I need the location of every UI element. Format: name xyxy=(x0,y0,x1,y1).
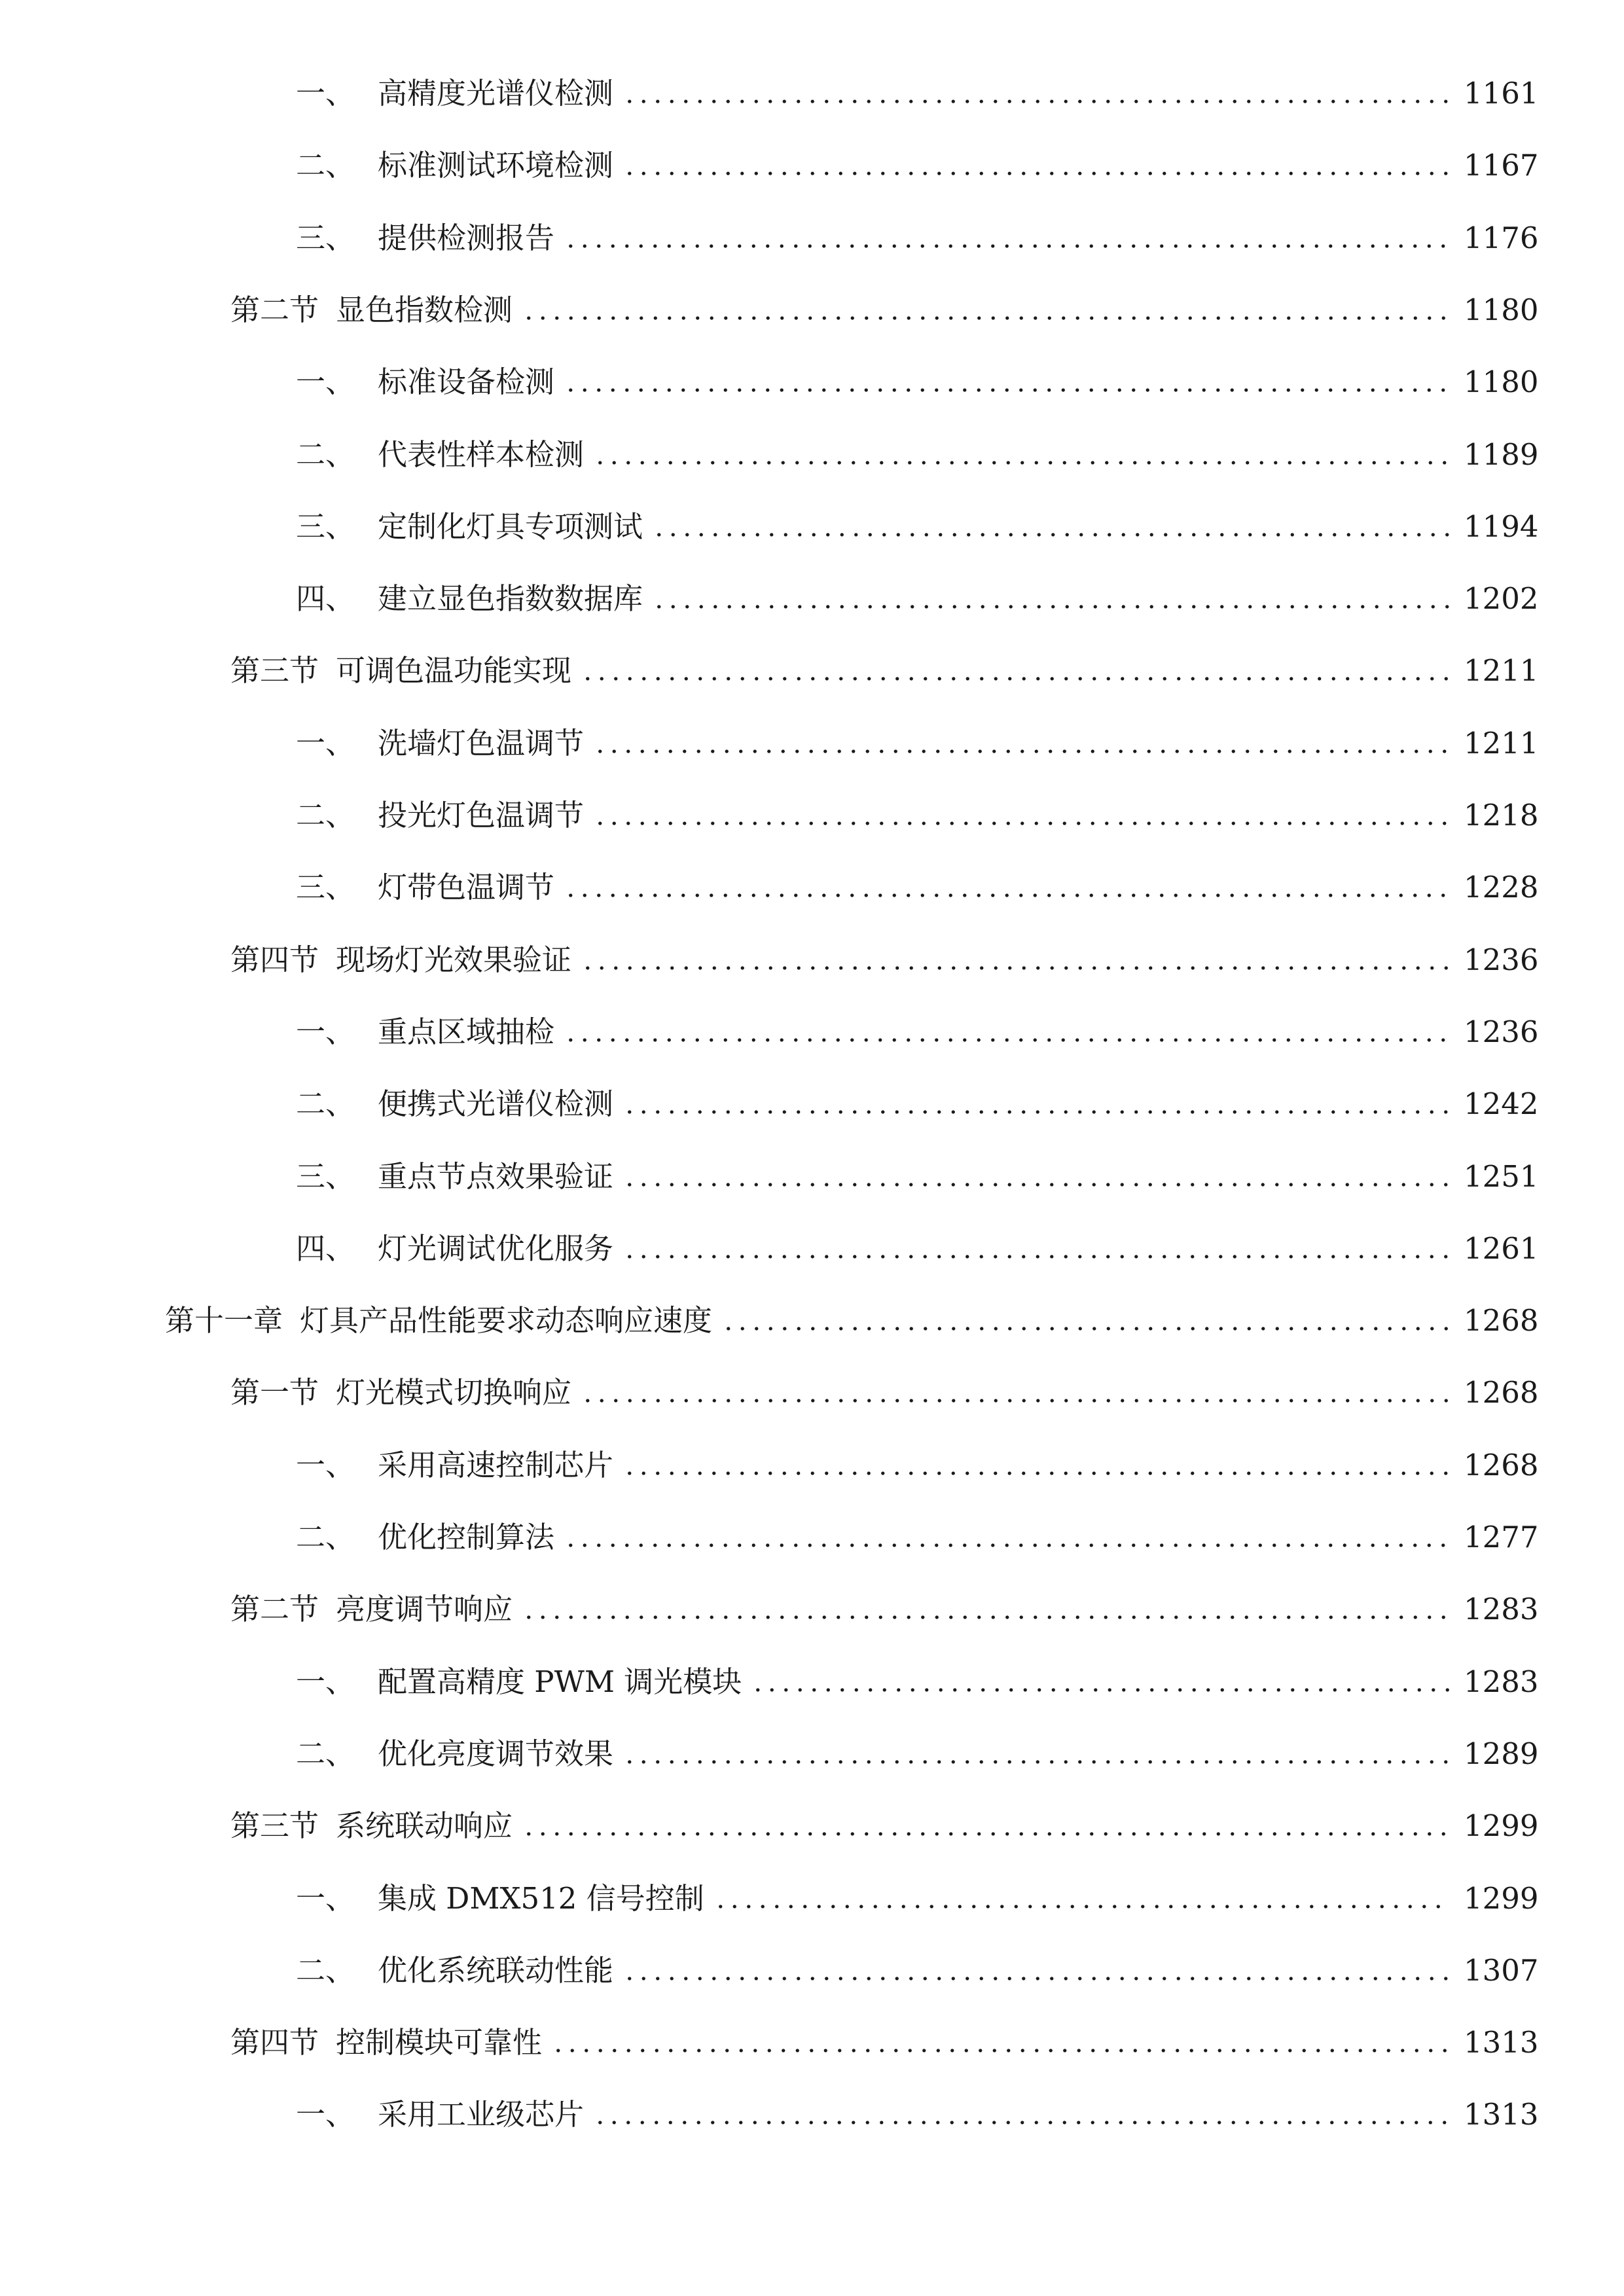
toc-entry-page-number: 1261 xyxy=(1464,1231,1539,1266)
toc-entry[interactable] xyxy=(296,1439,1539,1492)
toc-entry-title: 重点区域抽检 xyxy=(378,1014,555,1049)
toc-dot-leader xyxy=(623,1255,1451,1259)
toc-entry[interactable] xyxy=(296,139,1539,192)
toc-entry-number: 二、 xyxy=(296,1736,355,1771)
toc-entry-number: 一、 xyxy=(296,365,355,399)
toc-dot-leader xyxy=(652,605,1451,609)
toc-entry-page-number: 1307 xyxy=(1464,1953,1539,1988)
toc-dot-leader xyxy=(581,1399,1451,1403)
toc-entry-page-number: 1299 xyxy=(1464,1808,1539,1843)
toc-entry[interactable] xyxy=(296,356,1539,408)
toc-entry-title: 采用工业级芯片 xyxy=(378,2097,585,2132)
toc-entry-title: 标准设备检测 xyxy=(378,365,555,399)
toc-dot-leader xyxy=(564,1543,1451,1547)
toc-dot-leader xyxy=(593,461,1451,465)
toc-dot-leader xyxy=(623,1977,1451,1981)
toc-entry-number: 一、 xyxy=(296,1448,355,1482)
toc-dot-leader xyxy=(522,1615,1451,1619)
toc-entry[interactable] xyxy=(230,645,1539,697)
toc-entry-number: 三、 xyxy=(296,221,355,255)
toc-entry-title: 洗墙灯色温调节 xyxy=(378,726,585,761)
toc-entry-title: 集成 DMX512 信号控制 xyxy=(378,1881,704,1916)
toc-entry-title: 便携式光谱仪检测 xyxy=(378,1086,614,1121)
toc-entry[interactable] xyxy=(296,212,1539,264)
toc-entry-title: 灯光调试优化服务 xyxy=(378,1231,614,1266)
toc-entry-number: 一、 xyxy=(296,76,355,111)
toc-entry-page-number: 1268 xyxy=(1464,1375,1539,1410)
toc-entry[interactable] xyxy=(296,1728,1539,1780)
toc-entry-page-number: 1180 xyxy=(1464,293,1539,327)
toc-dot-leader xyxy=(593,2121,1451,2125)
toc-entry-title: 优化控制算法 xyxy=(378,1520,555,1554)
toc-entry-number: 四、 xyxy=(296,1231,355,1266)
toc-entry[interactable] xyxy=(296,789,1539,842)
toc-entry-title: 提供检测报告 xyxy=(378,221,555,255)
toc-entry-title: 可调色温功能实现 xyxy=(336,653,572,688)
toc-entry[interactable] xyxy=(296,717,1539,770)
toc-entry-number: 二、 xyxy=(296,437,355,472)
toc-entry-title: 投光灯色温调节 xyxy=(378,798,585,833)
toc-entry-number: 一、 xyxy=(296,1664,355,1699)
toc-entry-page-number: 1194 xyxy=(1464,509,1539,544)
toc-entry-number: 二、 xyxy=(296,148,355,183)
toc-entry-title: 灯具产品性能要求动态响应速度 xyxy=(300,1303,713,1338)
toc-entry-page-number: 1161 xyxy=(1464,76,1539,111)
toc-entry-title: 采用高速控制芯片 xyxy=(378,1448,614,1482)
toc-dot-leader xyxy=(593,821,1451,825)
toc-entry-number: 一、 xyxy=(296,1014,355,1049)
toc-entry[interactable] xyxy=(296,67,1539,120)
toc-dot-leader xyxy=(581,966,1451,970)
toc-entry-title: 标准测试环境检测 xyxy=(378,148,614,183)
toc-dot-leader xyxy=(713,1905,1451,1909)
toc-entry-title: 系统联动响应 xyxy=(336,1808,513,1843)
toc-dot-leader xyxy=(564,244,1451,248)
toc-entry[interactable] xyxy=(296,1511,1539,1564)
toc-entry-number: 一、 xyxy=(296,1881,355,1916)
toc-dot-leader xyxy=(581,677,1451,681)
toc-entry[interactable] xyxy=(296,1006,1539,1058)
toc-entry[interactable] xyxy=(230,1583,1539,1636)
toc-dot-leader xyxy=(623,1760,1451,1764)
toc-entry-page-number: 1202 xyxy=(1464,581,1539,616)
toc-entry[interactable] xyxy=(296,1656,1539,1708)
toc-entry-page-number: 1180 xyxy=(1464,365,1539,399)
toc-dot-leader xyxy=(652,533,1451,537)
toc-entry-page-number: 1268 xyxy=(1464,1303,1539,1338)
toc-dot-leader xyxy=(522,1832,1451,1836)
toc-entry-page-number: 1313 xyxy=(1464,2097,1539,2132)
toc-entry[interactable] xyxy=(296,1151,1539,1203)
toc-entry-number: 第三节 xyxy=(230,653,319,688)
toc-entry-title: 灯带色温调节 xyxy=(378,870,555,905)
toc-entry-title: 定制化灯具专项测试 xyxy=(378,509,643,544)
toc-entry-title: 建立显色指数数据库 xyxy=(378,581,643,616)
toc-entry-page-number: 1289 xyxy=(1464,1736,1539,1771)
toc-dot-leader xyxy=(623,171,1451,175)
toc-entry[interactable] xyxy=(296,1078,1539,1130)
toc-entry-page-number: 1236 xyxy=(1464,942,1539,977)
toc-entry-number: 二、 xyxy=(296,1953,355,1988)
toc-entry-page-number: 1228 xyxy=(1464,870,1539,905)
toc-entry-page-number: 1268 xyxy=(1464,1448,1539,1482)
toc-entry-page-number: 1167 xyxy=(1464,148,1539,183)
toc-entry-title: 代表性样本检测 xyxy=(378,437,585,472)
toc-entry[interactable] xyxy=(296,861,1539,914)
toc-dot-leader xyxy=(522,316,1451,320)
toc-dot-leader xyxy=(593,749,1451,753)
toc-entry-number: 二、 xyxy=(296,1520,355,1554)
toc-entry-number: 二、 xyxy=(296,798,355,833)
toc-entry-page-number: 1218 xyxy=(1464,798,1539,833)
toc-entry[interactable] xyxy=(296,501,1539,553)
toc-entry-page-number: 1211 xyxy=(1464,726,1539,761)
toc-dot-leader xyxy=(564,893,1451,897)
toc-entry-page-number: 1313 xyxy=(1464,2025,1539,2060)
toc-entry[interactable] xyxy=(296,1873,1539,1925)
toc-entry[interactable] xyxy=(230,934,1539,986)
toc-entry-page-number: 1299 xyxy=(1464,1881,1539,1916)
toc-entry-number: 三、 xyxy=(296,870,355,905)
toc-entry-number: 四、 xyxy=(296,581,355,616)
toc-entry-page-number: 1189 xyxy=(1464,437,1539,472)
toc-entry[interactable] xyxy=(230,2017,1539,2069)
toc-entry-page-number: 1236 xyxy=(1464,1014,1539,1049)
toc-entry-title: 重点节点效果验证 xyxy=(378,1159,614,1194)
toc-entry-title: 高精度光谱仪检测 xyxy=(378,76,614,111)
toc-dot-leader xyxy=(564,1038,1451,1042)
toc-entry-title: 控制模块可靠性 xyxy=(336,2025,543,2060)
toc-entry-number: 三、 xyxy=(296,509,355,544)
toc-entry-title: 配置高精度 PWM 调光模块 xyxy=(378,1664,742,1699)
toc-entry-page-number: 1283 xyxy=(1464,1664,1539,1699)
toc-entry[interactable] xyxy=(296,429,1539,481)
toc-entry-number: 第十一章 xyxy=(165,1303,283,1338)
toc-entry-number: 二、 xyxy=(296,1086,355,1121)
toc-entry-title: 优化亮度调节效果 xyxy=(378,1736,614,1771)
toc-dot-leader xyxy=(564,388,1451,392)
toc-entry-number: 三、 xyxy=(296,1159,355,1194)
toc-entry-page-number: 1211 xyxy=(1464,653,1539,688)
toc-entry[interactable] xyxy=(296,2089,1539,2141)
toc-dot-leader xyxy=(551,2049,1451,2053)
toc-entry-title: 优化系统联动性能 xyxy=(378,1953,614,1988)
toc-entry[interactable] xyxy=(230,1367,1539,1419)
toc-dot-leader xyxy=(751,1688,1451,1692)
toc-entry[interactable] xyxy=(296,573,1539,625)
toc-entry-number: 第三节 xyxy=(230,1808,319,1843)
toc-entry[interactable] xyxy=(296,1223,1539,1275)
toc-dot-leader xyxy=(721,1327,1451,1331)
toc-entry-number: 一、 xyxy=(296,2097,355,2132)
toc-entry-number: 第二节 xyxy=(230,293,319,327)
toc-entry-title: 灯光模式切换响应 xyxy=(336,1375,572,1410)
toc-entry[interactable] xyxy=(165,1295,1539,1347)
toc-entry-title: 亮度调节响应 xyxy=(336,1592,513,1626)
toc-entry-page-number: 1242 xyxy=(1464,1086,1539,1121)
toc-dot-leader xyxy=(623,1471,1451,1475)
toc-entry-page-number: 1176 xyxy=(1464,221,1539,255)
toc-entry-number: 第一节 xyxy=(230,1375,319,1410)
toc-dot-leader xyxy=(623,99,1451,103)
toc-entry-number: 第四节 xyxy=(230,2025,319,2060)
toc-dot-leader xyxy=(623,1183,1451,1187)
toc-entry-title: 显色指数检测 xyxy=(336,293,513,327)
toc-entry-number: 第二节 xyxy=(230,1592,319,1626)
toc-entry[interactable] xyxy=(230,284,1539,336)
toc-entry-page-number: 1277 xyxy=(1464,1520,1539,1554)
toc-entry[interactable] xyxy=(230,1800,1539,1852)
toc-entry-page-number: 1251 xyxy=(1464,1159,1539,1194)
toc-entry-number: 一、 xyxy=(296,726,355,761)
toc-entry-page-number: 1283 xyxy=(1464,1592,1539,1626)
toc-dot-leader xyxy=(623,1110,1451,1114)
toc-entry-title: 现场灯光效果验证 xyxy=(336,942,572,977)
toc-entry[interactable] xyxy=(296,1945,1539,1997)
toc-entry-number: 第四节 xyxy=(230,942,319,977)
